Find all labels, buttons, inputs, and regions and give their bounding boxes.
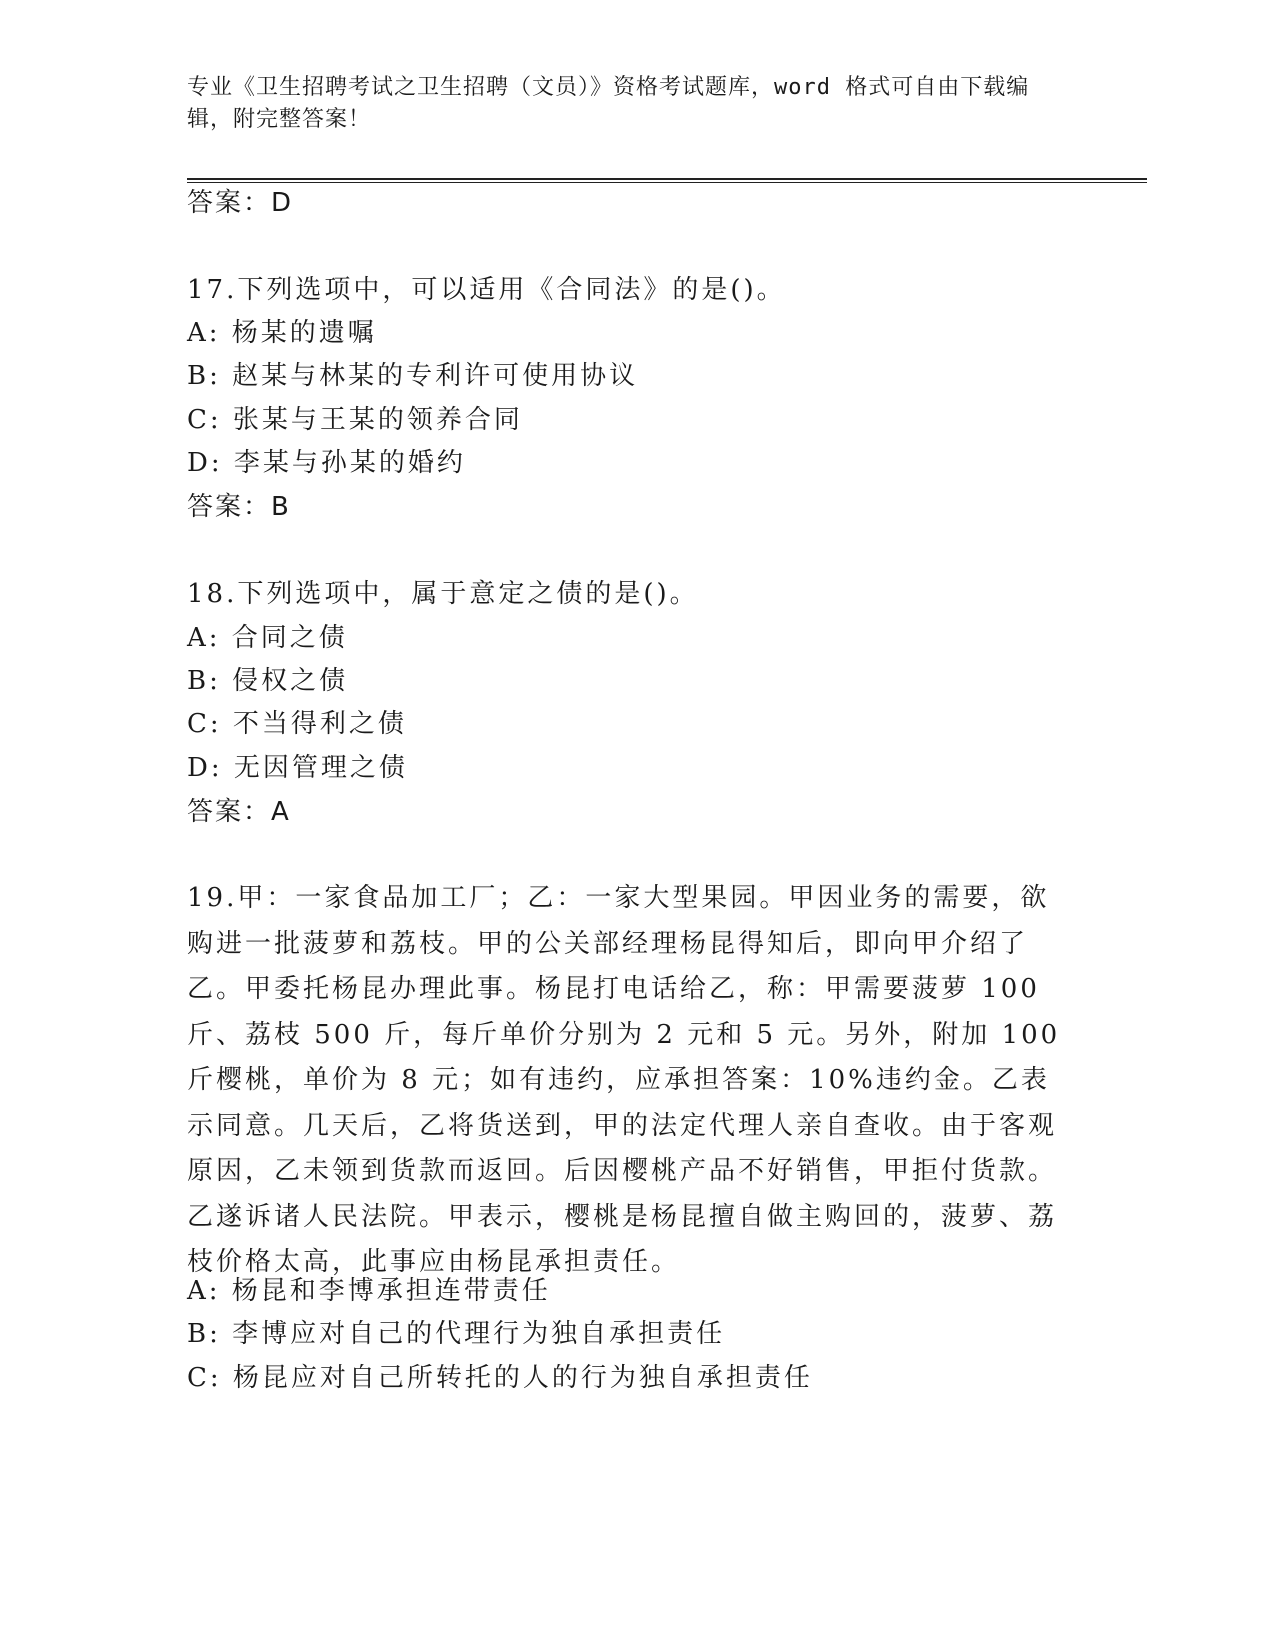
option-c: C: 张某与王某的领养合同 <box>187 405 523 435</box>
option-c: C: 杨昆应对自己所转托的人的行为独自承担责任 <box>187 1363 813 1393</box>
option-d: D: 李某与孙某的婚约 <box>187 448 466 478</box>
option-c: C: 不当得利之债 <box>187 709 407 739</box>
answer-line: 答案：A <box>187 797 291 827</box>
answer-line: 答案：D <box>187 188 294 218</box>
header-divider-thin <box>187 182 1147 183</box>
document-header: 专业《卫生招聘考试之卫生招聘（文员）》资格考试题库，word 格式可自由下载编辑，附完整答案！ <box>187 75 1030 132</box>
option-a: A: 杨某的遗嘱 <box>187 318 377 348</box>
header-divider <box>187 178 1147 180</box>
question-stem: 18.下列选项中，属于意定之债的是()。 <box>187 579 699 609</box>
option-b: B: 侵权之债 <box>187 666 349 696</box>
option-b: B: 赵某与林某的专利许可使用协议 <box>187 361 639 391</box>
option-d: D: 无因管理之债 <box>187 753 408 783</box>
question-stem: 19.甲：一家食品加工厂；乙：一家大型果园。甲因业务的需要，欲购进一批菠萝和荔枝。甲的公关部经理杨昆得知后，即向甲介绍了乙。甲委托杨昆办理此事。杨昆打电话给乙，称：甲需要菠萝 100 斤、荔枝 500 斤，每斤单价分别为 2 元和 5 元。另外，附加 100 斤樱桃，单价为 8 元；如有违约，应承担答案：10%违约金。乙表示同意。几天后，乙将货送到，甲的法定代理人亲自查收。由于客观原因，乙未领到货款而返回。后因樱桃产品不好销售，甲拒付货款。乙遂诉诸人民法院。甲表示，樱桃是杨昆擅自做主购回的，菠萝、荔枝价格太高，此事应由杨昆承担责任。 <box>187 883 1061 1277</box>
option-a: A: 合同之债 <box>187 623 348 653</box>
question-stem: 17.下列选项中，可以适用《合同法》的是()。 <box>187 275 786 305</box>
option-a: A: 杨昆和李博承担连带责任 <box>187 1276 551 1306</box>
answer-line: 答案：B <box>187 492 291 522</box>
option-b: B: 李博应对自己的代理行为独自承担责任 <box>187 1319 726 1349</box>
